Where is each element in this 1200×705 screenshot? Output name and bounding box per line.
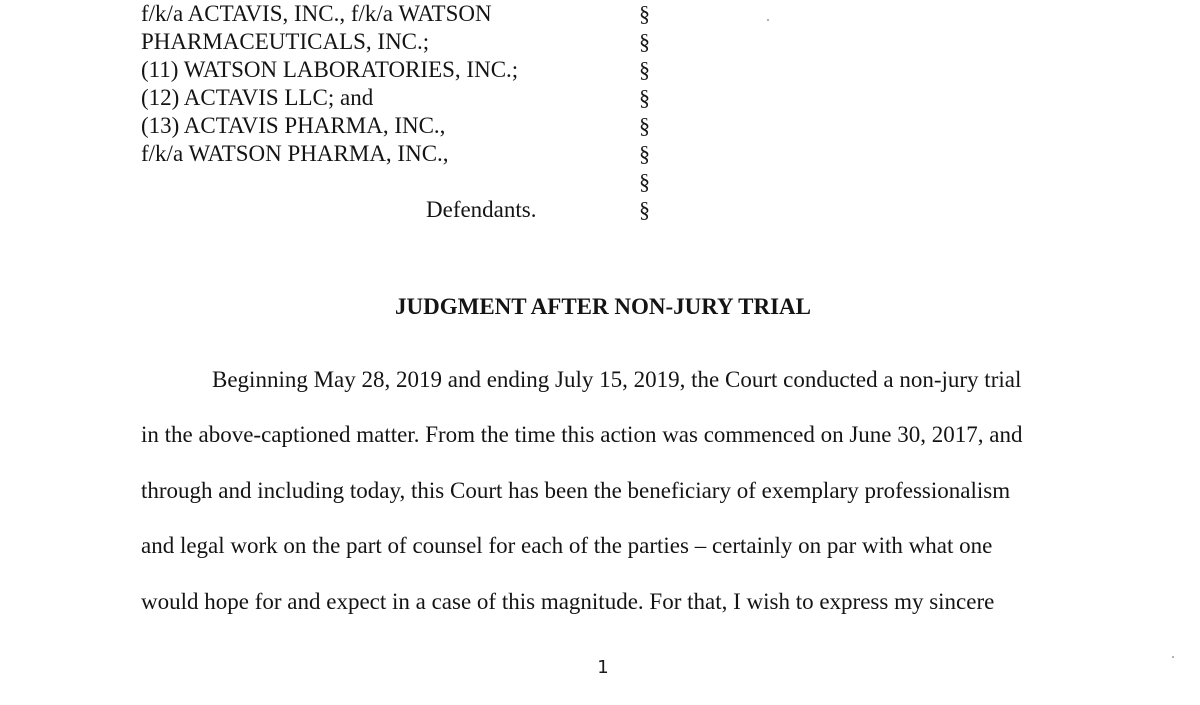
- section-mark: §: [639, 197, 650, 222]
- body-line: would hope for and expect in a case of this magnitude. For that, I wish to express my sincere: [141, 589, 995, 614]
- caption-party-line: f/k/a WATSON PHARMA, INC.,: [141, 141, 449, 166]
- section-mark: §: [639, 85, 650, 110]
- section-mark: §: [639, 169, 650, 194]
- section-mark: §: [639, 57, 650, 82]
- caption-party-line: PHARMACEUTICALS, INC.;: [141, 29, 430, 54]
- body-line: in the above-captioned matter. From the time this action was commenced on June 30, 2017, and: [141, 422, 1023, 447]
- page-number: 1: [597, 657, 609, 678]
- section-mark: §: [639, 113, 650, 138]
- section-mark: §: [639, 141, 650, 166]
- caption-party-line: (13) ACTAVIS PHARMA, INC.,: [141, 113, 446, 138]
- body-line: and legal work on the part of counsel for each of the parties – certainly on par with what one: [141, 533, 993, 558]
- scan-speck: [767, 19, 769, 21]
- caption-party-line: f/k/a ACTAVIS, INC., f/k/a WATSON: [141, 1, 492, 26]
- caption-party-line: (12) ACTAVIS LLC; and: [141, 85, 374, 110]
- caption-party-line: (11) WATSON LABORATORIES, INC.;: [141, 57, 519, 82]
- body-line: through and including today, this Court has been the beneficiary of exemplary professionalism: [141, 478, 1011, 503]
- scan-speck: [1172, 656, 1174, 658]
- section-mark: §: [639, 1, 650, 26]
- body-line: Beginning May 28, 2019 and ending July 15, 2019, the Court conducted a non-jury trial: [212, 367, 1022, 392]
- defendants-label: Defendants.: [426, 197, 537, 222]
- section-mark: §: [639, 29, 650, 54]
- document-title: JUDGMENT AFTER NON-JURY TRIAL: [395, 294, 811, 319]
